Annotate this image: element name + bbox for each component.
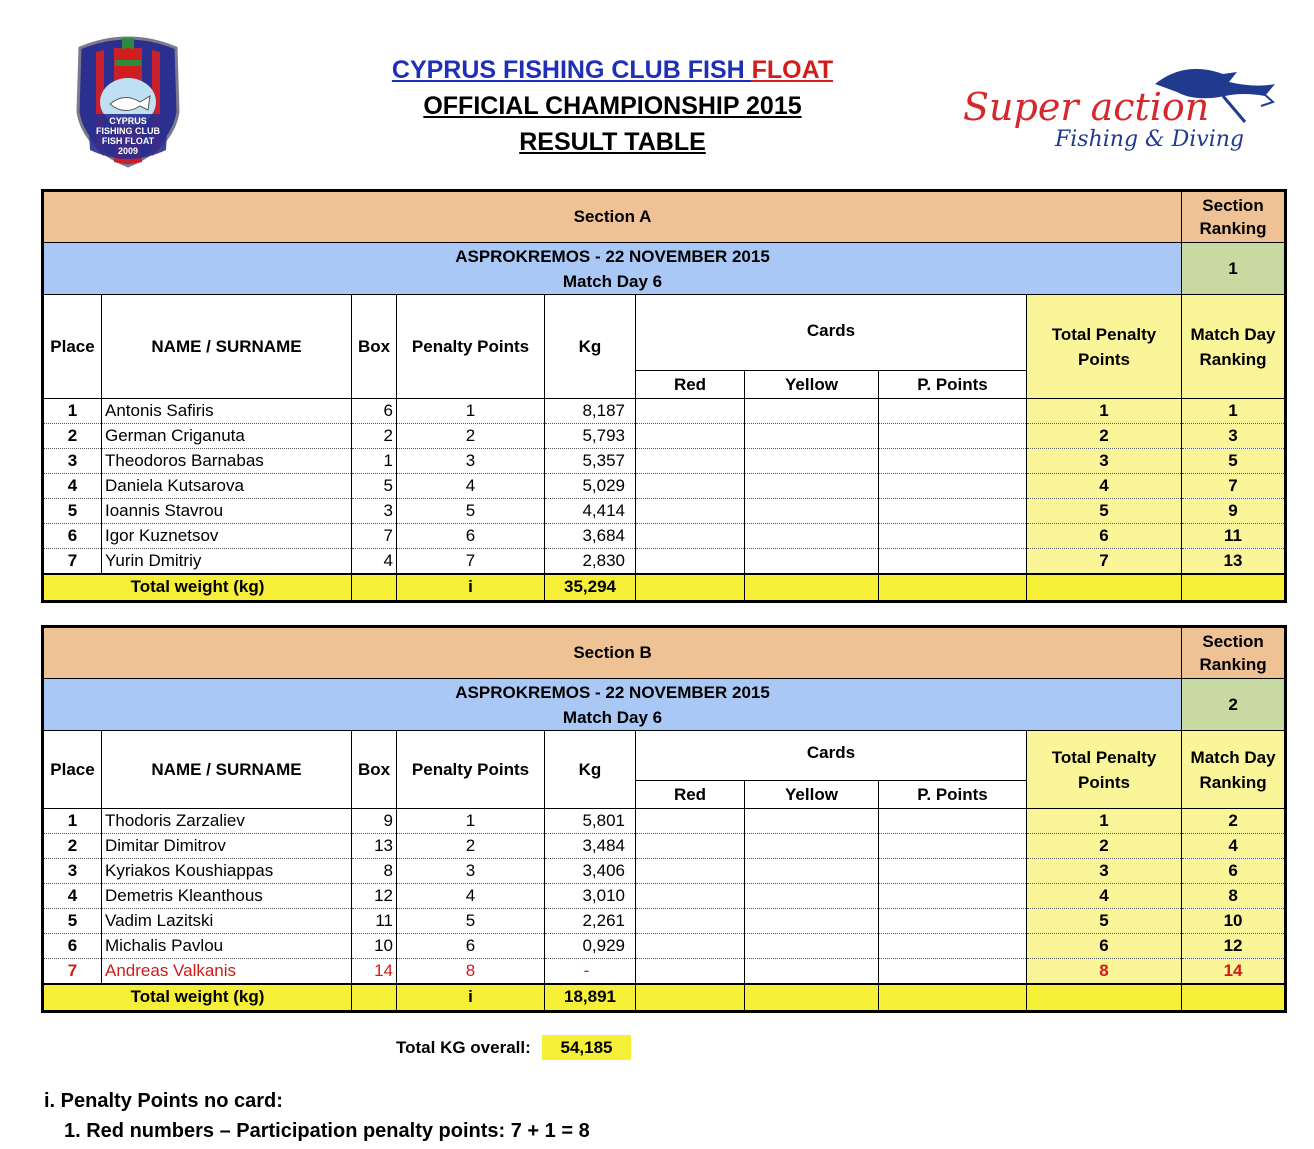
table-row: [43, 909, 1286, 934]
name-cell: Andreas Valkanis: [102, 959, 352, 985]
p-points-cell: [879, 549, 1027, 575]
section-ranking-header: Section Ranking: [1182, 191, 1286, 243]
yellow-card-cell: [745, 909, 879, 934]
red-card-cell: [636, 499, 745, 524]
yellow-card-cell: [745, 884, 879, 909]
col-name: NAME / SURNAME: [102, 731, 352, 809]
name-cell: Antonis Safiris: [102, 399, 352, 424]
yellow-card-cell: [745, 449, 879, 474]
p-points-cell: [879, 524, 1027, 549]
table-row: [43, 809, 1286, 834]
venue-text: ASPROKREMOS - 22 NOVEMBER 2015: [455, 682, 770, 702]
match-day-rank-cell: 14: [1182, 959, 1286, 985]
title-line-3: [360, 124, 865, 160]
penalty-cell: 6: [397, 524, 545, 549]
name-cell: Theodoros Barnabas: [102, 449, 352, 474]
col-red: Red: [636, 781, 745, 809]
logo-text-line-4: 2009: [117, 146, 139, 156]
total-red-empty: [636, 574, 745, 601]
col-yellow: Yellow: [745, 371, 879, 399]
total-penalty-cell: 3: [1027, 449, 1182, 474]
penalty-cell: 4: [397, 474, 545, 499]
table-row: [43, 959, 1286, 985]
red-card-cell: [636, 859, 745, 884]
place-cell: 4: [43, 884, 102, 909]
section-b-table: [41, 625, 1287, 1013]
penalty-cell: 3: [397, 859, 545, 884]
match-day-rank-cell: 3: [1182, 424, 1286, 449]
title-line-2: [360, 88, 865, 124]
logo-text-line-2: FISHING CLUB: [96, 126, 160, 136]
p-points-cell: [879, 424, 1027, 449]
red-card-cell: [636, 834, 745, 859]
notes: [44, 1086, 590, 1146]
match-day-rank-cell: 4: [1182, 834, 1286, 859]
match-day-text: Match Day 6: [562, 271, 663, 291]
place-cell: 4: [43, 474, 102, 499]
yellow-card-cell: [745, 934, 879, 959]
box-cell: 1: [352, 449, 397, 474]
kg-cell: 2,261: [545, 909, 636, 934]
p-points-cell: [879, 934, 1027, 959]
total-tpp-empty: [1027, 984, 1182, 1011]
name-cell: Michalis Pavlou: [102, 934, 352, 959]
kg-cell: 3,484: [545, 834, 636, 859]
logo-tagline-text: Fishing & Diving: [1055, 127, 1245, 152]
title-float-word: FLOAT: [751, 56, 834, 84]
total-mdr-empty: [1182, 574, 1286, 601]
table-row: [43, 474, 1286, 499]
total-penalty-cell: 1: [1027, 809, 1182, 834]
place-cell: 6: [43, 524, 102, 549]
red-card-cell: [636, 934, 745, 959]
place-cell: 2: [43, 834, 102, 859]
match-day-rank-cell: 10: [1182, 909, 1286, 934]
col-penalty-points: Penalty Points: [397, 731, 545, 809]
section-ranking-header: Section Ranking: [1182, 627, 1286, 679]
total-ppoints-empty: [879, 574, 1027, 601]
place-cell: 3: [43, 449, 102, 474]
col-cards: Cards: [636, 731, 1027, 781]
box-cell: 10: [352, 934, 397, 959]
red-card-cell: [636, 909, 745, 934]
place-cell: 7: [43, 959, 102, 985]
box-cell: 8: [352, 859, 397, 884]
kg-cell: 3,684: [545, 524, 636, 549]
kg-cell: 5,029: [545, 474, 636, 499]
match-day-rank-cell: 12: [1182, 934, 1286, 959]
championship-title: OFFICIAL CHAMPIONSHIP 2015: [423, 92, 802, 120]
place-cell: 5: [43, 909, 102, 934]
match-day-text: Match Day 6: [562, 707, 663, 727]
penalty-cell: 5: [397, 499, 545, 524]
result-table-title: RESULT TABLE: [519, 128, 706, 156]
p-points-cell: [879, 834, 1027, 859]
red-card-cell: [636, 809, 745, 834]
total-penalty-cell: 4: [1027, 474, 1182, 499]
red-card-cell: [636, 399, 745, 424]
penalty-cell: 3: [397, 449, 545, 474]
penalty-cell: 6: [397, 934, 545, 959]
penalty-cell: 7: [397, 549, 545, 575]
table-row: [43, 834, 1286, 859]
venue-cell: [43, 243, 1182, 295]
red-card-cell: [636, 884, 745, 909]
penalty-cell: 2: [397, 834, 545, 859]
total-tpp-empty: [1027, 574, 1182, 601]
penalty-cell: 5: [397, 909, 545, 934]
place-cell: 1: [43, 399, 102, 424]
col-place: Place: [43, 295, 102, 399]
box-cell: 4: [352, 549, 397, 575]
yellow-card-cell: [745, 399, 879, 424]
table-row: [43, 859, 1286, 884]
col-cards: Cards: [636, 295, 1027, 371]
total-red-empty: [636, 984, 745, 1011]
yellow-card-cell: [745, 859, 879, 884]
yellow-card-cell: [745, 809, 879, 834]
box-cell: 13: [352, 834, 397, 859]
p-points-cell: [879, 859, 1027, 884]
box-cell: 3: [352, 499, 397, 524]
total-penalty-cell: 1: [1027, 399, 1182, 424]
match-day-rank-cell: 7: [1182, 474, 1286, 499]
place-cell: 1: [43, 809, 102, 834]
kg-cell: 5,793: [545, 424, 636, 449]
total-penalty-cell: 4: [1027, 884, 1182, 909]
col-name: NAME / SURNAME: [102, 295, 352, 399]
name-cell: Yurin Dmitriy: [102, 549, 352, 575]
col-red: Red: [636, 371, 745, 399]
kg-cell: 4,414: [545, 499, 636, 524]
yellow-card-cell: [745, 834, 879, 859]
red-card-cell: [636, 549, 745, 575]
total-penalty-cell: 5: [1027, 499, 1182, 524]
total-penalty-cell: 6: [1027, 934, 1182, 959]
red-card-cell: [636, 424, 745, 449]
logo-text-line-3: FISH FLOAT: [101, 136, 155, 146]
penalty-cell: 2: [397, 424, 545, 449]
name-cell: Daniela Kutsarova: [102, 474, 352, 499]
place-cell: 3: [43, 859, 102, 884]
total-ppoints-empty: [879, 984, 1027, 1011]
p-points-cell: [879, 909, 1027, 934]
box-cell: 6: [352, 399, 397, 424]
total-label: Total weight (kg): [43, 574, 352, 601]
p-points-cell: [879, 499, 1027, 524]
kg-cell: 8,187: [545, 399, 636, 424]
section-title: Section A: [43, 191, 1182, 243]
col-total-penalty-points: Total Penalty Points: [1027, 731, 1182, 809]
match-day-rank-cell: 13: [1182, 549, 1286, 575]
table-row: [43, 549, 1286, 575]
p-points-cell: [879, 809, 1027, 834]
match-day-rank-cell: 5: [1182, 449, 1286, 474]
place-cell: 2: [43, 424, 102, 449]
col-total-penalty-points: Total Penalty Points: [1027, 295, 1182, 399]
total-penalty-cell: 5: [1027, 909, 1182, 934]
col-kg: Kg: [545, 731, 636, 809]
super-action-logo: [955, 62, 1285, 162]
table-row: [43, 934, 1286, 959]
yellow-card-cell: [745, 424, 879, 449]
table-row: [43, 449, 1286, 474]
total-label: Total weight (kg): [43, 984, 352, 1011]
red-card-cell: [636, 524, 745, 549]
kg-cell: 0,929: [545, 934, 636, 959]
overall-label: Total KG overall:: [396, 1038, 531, 1057]
logo-text-line-1: CYPRUS: [109, 116, 147, 126]
box-cell: 2: [352, 424, 397, 449]
overall-value: 54,185: [542, 1035, 631, 1060]
name-cell: Thodoris Zarzaliev: [102, 809, 352, 834]
total-penalty-cell: 6: [1027, 524, 1182, 549]
place-cell: 7: [43, 549, 102, 575]
total-mdr-empty: [1182, 984, 1286, 1011]
penalty-cell: 1: [397, 399, 545, 424]
yellow-card-cell: [745, 549, 879, 575]
total-kg: 18,891: [545, 984, 636, 1011]
col-place: Place: [43, 731, 102, 809]
venue-text: ASPROKREMOS - 22 NOVEMBER 2015: [455, 246, 770, 266]
total-penalty-cell: 7: [1027, 549, 1182, 575]
table-row: [43, 399, 1286, 424]
penalty-cell: 4: [397, 884, 545, 909]
p-points-cell: [879, 449, 1027, 474]
table-row: [43, 524, 1286, 549]
col-penalty-points: Penalty Points: [397, 295, 545, 399]
table-row: [43, 884, 1286, 909]
p-points-cell: [879, 399, 1027, 424]
total-penalty-cell: 8: [1027, 959, 1182, 985]
total-kg: 35,294: [545, 574, 636, 601]
col-box: Box: [352, 731, 397, 809]
note-line-2: 1. Red numbers – Participation penalty points: 7 + 1 = 8: [64, 1120, 590, 1142]
p-points-cell: [879, 959, 1027, 985]
box-cell: 14: [352, 959, 397, 985]
name-cell: Ioannis Stavrou: [102, 499, 352, 524]
club-crest-logo: [58, 30, 198, 170]
kg-cell: 2,830: [545, 549, 636, 575]
total-box-empty: [352, 984, 397, 1011]
name-cell: Kyriakos Koushiappas: [102, 859, 352, 884]
col-kg: Kg: [545, 295, 636, 399]
overall-total: [396, 1035, 631, 1060]
table-row: [43, 499, 1286, 524]
match-day-rank-cell: 8: [1182, 884, 1286, 909]
p-points-cell: [879, 884, 1027, 909]
venue-cell: [43, 679, 1182, 731]
match-day-rank-cell: 2: [1182, 809, 1286, 834]
title-club-name: CYPRUS FISHING CLUB FISH: [391, 56, 752, 84]
total-note: i: [397, 574, 545, 601]
p-points-cell: [879, 474, 1027, 499]
penalty-cell: 8: [397, 959, 545, 985]
kg-cell: 3,406: [545, 859, 636, 884]
yellow-card-cell: [745, 524, 879, 549]
box-cell: 7: [352, 524, 397, 549]
name-cell: Dimitar Dimitrov: [102, 834, 352, 859]
total-box-empty: [352, 574, 397, 601]
box-cell: 12: [352, 884, 397, 909]
red-card-cell: [636, 449, 745, 474]
section-rank-value: 1: [1182, 243, 1286, 295]
section-rank-value: 2: [1182, 679, 1286, 731]
section-a-table: [41, 189, 1287, 603]
name-cell: German Criganuta: [102, 424, 352, 449]
kg-cell: 5,801: [545, 809, 636, 834]
note-line-1: i. Penalty Points no card:: [44, 1090, 283, 1112]
box-cell: 9: [352, 809, 397, 834]
name-cell: Demetris Kleanthous: [102, 884, 352, 909]
yellow-card-cell: [745, 959, 879, 985]
col-match-day-ranking: Match Day Ranking: [1182, 295, 1286, 399]
col-match-day-ranking: Match Day Ranking: [1182, 731, 1286, 809]
match-day-rank-cell: 11: [1182, 524, 1286, 549]
col-box: Box: [352, 295, 397, 399]
total-penalty-cell: 3: [1027, 859, 1182, 884]
match-day-rank-cell: 6: [1182, 859, 1286, 884]
col-p-points: P. Points: [879, 781, 1027, 809]
box-cell: 11: [352, 909, 397, 934]
penalty-cell: 1: [397, 809, 545, 834]
section-title: Section B: [43, 627, 1182, 679]
name-cell: Igor Kuznetsov: [102, 524, 352, 549]
table-row: [43, 424, 1286, 449]
red-card-cell: [636, 474, 745, 499]
total-yellow-empty: [745, 984, 879, 1011]
title-block: [360, 52, 865, 160]
total-note: i: [397, 984, 545, 1011]
box-cell: 5: [352, 474, 397, 499]
title-line-1: [360, 52, 865, 88]
yellow-card-cell: [745, 499, 879, 524]
total-penalty-cell: 2: [1027, 424, 1182, 449]
col-yellow: Yellow: [745, 781, 879, 809]
place-cell: 5: [43, 499, 102, 524]
red-card-cell: [636, 959, 745, 985]
place-cell: 6: [43, 934, 102, 959]
match-day-rank-cell: 1: [1182, 399, 1286, 424]
total-penalty-cell: 2: [1027, 834, 1182, 859]
logo-brand-text: Super action: [963, 85, 1210, 129]
kg-cell: 5,357: [545, 449, 636, 474]
col-p-points: P. Points: [879, 371, 1027, 399]
kg-cell: -: [545, 959, 636, 985]
match-day-rank-cell: 9: [1182, 499, 1286, 524]
yellow-card-cell: [745, 474, 879, 499]
kg-cell: 3,010: [545, 884, 636, 909]
name-cell: Vadim Lazitski: [102, 909, 352, 934]
total-yellow-empty: [745, 574, 879, 601]
